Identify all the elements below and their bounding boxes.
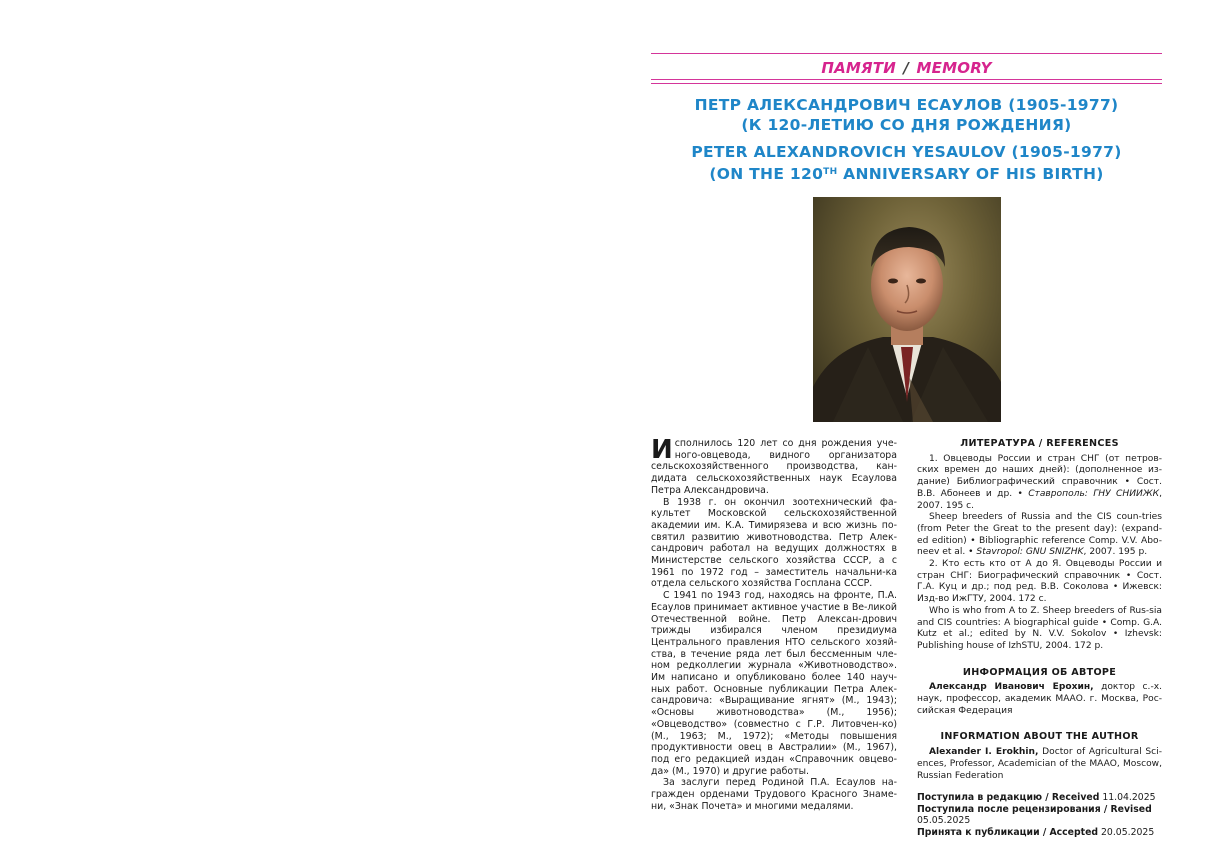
- author-info-ru: [917, 667, 1162, 718]
- title-ru-line2: (К 120-ЛЕТИЮ СО ДНЯ РОЖДЕНИЯ): [741, 116, 1072, 134]
- reference-1-ru-text: 1. Овцеводы России и стран СНГ (от петров-ских времен до наших дней): (дополненное из-дание) Библиографический справочник • Сост. В.В. Абонеев и др. •: [917, 453, 1162, 499]
- title-en-line2-sup: TH: [823, 167, 838, 177]
- reference-1-ru-place: Ставрополь: ГНУ СНИИЖК: [1028, 488, 1160, 499]
- title-en-line2-post: ANNIVERSARY OF HIS BIRTH): [837, 165, 1104, 183]
- date-revised: [917, 804, 1162, 827]
- body-paragraph-2: В 1938 г. он окончил зоотехнический фа-культет Московской сельскохозяйственной академии им. К.А. Тимирязева и всю жизнь по-святил развитию животноводства. Петр Алек-сандрович работал на ведущих должностях в Министерстве сельского хозяйства СССР, а с 1961 по 1972 год – заместитель начальни-ка отдела сельского хозяйства Госплана СССР.: [651, 496, 897, 590]
- section-title: [651, 59, 1162, 77]
- title-ru-line1: ПЕТР АЛЕКСАНДРОВИЧ ЕСАУЛОВ (1905-1977): [694, 96, 1119, 114]
- author-details-en: Doctor of Agricultural Sci-ences, Professor, Academician of the MAAO, Moscow, Russian Federation: [917, 747, 1162, 781]
- date-accepted: [917, 827, 1162, 838]
- drop-cap: И: [651, 435, 673, 465]
- reference-2-en: Who is who from A to Z. Sheep breeders of Rus-sia and CIS countries: A biographical guide • Comp. G.A. Kutz et al.; edited by N. V.V. Sokolov • Izhevsk: Publishing house of IzhSTU, 2004. 172 p.: [917, 605, 1162, 651]
- date-received-label: Поступила в редакцию / Received: [917, 792, 1100, 804]
- title-en-line2-pre: (ON THE 120: [709, 165, 824, 183]
- date-received: [917, 792, 1162, 803]
- body-paragraph-4: За заслуги перед Родиной П.А. Есаулов на-гражден орденами Трудового Красного Знаме-ни, «Знак Почета» и многими медалями.: [651, 777, 897, 812]
- sidebar-column: [917, 438, 1162, 838]
- body-paragraph-1-text: сполнилось 120 лет со дня рождения уче-ного-овцевода, видного организатора сельскохозяйственного производства, кан-дидата сельскохозяйственных наук Есаулова Петра Александровича.: [651, 438, 897, 496]
- author-info-en: [917, 731, 1162, 782]
- reference-1-en-text: Sheep breeders of Russia and the CIS coun-tries (from Peter the Great to the present day): (expand-ed edition) • Bibliographic reference Comp. V.V. Abo-neev et al. •: [917, 512, 1162, 558]
- body-paragraph-1: [651, 435, 897, 497]
- header-rule-bottom-1: [651, 79, 1162, 80]
- title-en-line1: PETER ALEXANDROVICH YESAULOV (1905-1977): [691, 143, 1122, 161]
- header-rule-bottom-2: [651, 83, 1162, 84]
- author-name-en: Alexander I. Erokhin,: [929, 747, 1039, 758]
- publication-dates: [917, 792, 1162, 838]
- date-revised-value: 05.05.2025: [917, 815, 971, 827]
- date-accepted-label: Принята к публикации / Accepted: [917, 826, 1099, 838]
- section-title-slash: /: [903, 59, 910, 77]
- section-header: [651, 50, 1162, 82]
- reference-1-en-year: , 2007. 195 p.: [1083, 547, 1148, 558]
- section-title-ru: ПАМЯТИ: [821, 59, 896, 77]
- date-revised-label: Поступила после рецензирования / Revised: [917, 803, 1152, 815]
- reference-1-ru-year: , 2007. 195 с.: [917, 488, 1162, 511]
- body-paragraph-3: С 1941 по 1943 год, находясь на фронте, П.А. Есаулов принимает активное участие в Ве-ликой Отечественной войне. Петр Алексан-дрович трижды избирался членом президиума Центрального правления НТО сельского хозяй-ства, в течение ряда лет был бессменным чле-ном редколлегии журнала «Животноводство». Им написано и опубликовано более 140 науч-ных работ. Основные публикации Петра Алек-сандровича: «Выращивание ягнят» (М., 1943); «Основы животноводства» (М., 1956); «Овцеводство» (совместно с Г.Р. Литовчен-ко) (М., 1963; М., 1972); «Методы повышения продуктивности овец в Австралии» (М., 1967), под его редакцией издан «Справочник овцево-да» (М., 1970) и другие работы.: [651, 590, 897, 777]
- reference-1-en-place: Stavropol: GNU SNIZHK: [976, 547, 1084, 558]
- article-body: [651, 435, 897, 813]
- portrait-illustration: [813, 197, 1001, 422]
- article-page: [651, 50, 1162, 838]
- title-en-line2: [651, 162, 1162, 184]
- author-name-ru: Александр Иванович Ерохин,: [929, 682, 1094, 693]
- article-title: [651, 95, 1162, 184]
- references-list: [917, 454, 1162, 653]
- reference-1-ru: [917, 454, 1162, 513]
- title-ru: [651, 95, 1162, 135]
- portrait-photo: [813, 197, 1001, 422]
- date-accepted-value: 20.05.2025: [1098, 826, 1155, 838]
- references-heading: ЛИТЕРАТУРА / REFERENCES: [960, 438, 1119, 449]
- author-info-en-heading: INFORMATION ABOUT THE AUTHOR: [940, 731, 1139, 743]
- author-info-ru-heading: ИНФОРМАЦИЯ ОБ АВТОРЕ: [962, 666, 1117, 678]
- author-details-ru: доктор с.-х. наук, профессор, академик МААО. г. Москва, Рос-сийская Федерация: [917, 682, 1162, 716]
- section-title-en: MEMORY: [916, 59, 992, 77]
- title-en: [651, 142, 1162, 184]
- author-info-ru-text: [917, 682, 1162, 717]
- date-received-value: 11.04.2025: [1099, 792, 1156, 804]
- header-rule-top: [651, 53, 1162, 54]
- reference-2-ru: 2. Кто есть кто от А до Я. Овцеводы России и стран СНГ: Биографический справочник • Сост. Г.А. Куц и др.; под ред. В.В. Соколова • Ижевск: Изд-во ИжГТУ, 2004. 172 с.: [917, 559, 1162, 605]
- reference-1-en: [917, 512, 1162, 559]
- author-info-en-text: [917, 747, 1162, 782]
